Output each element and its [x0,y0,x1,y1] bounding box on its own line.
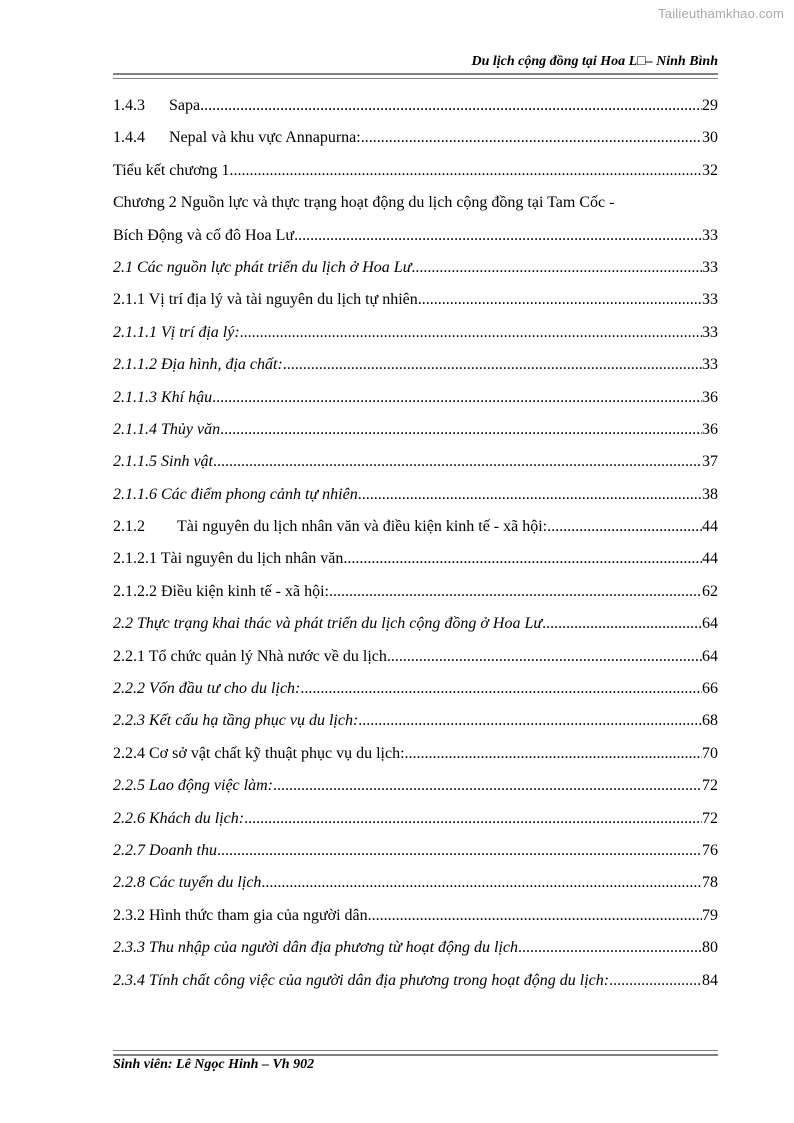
toc-entry-title: 2.1 Các nguồn lực phát triển du lịch ở Hoa Lư [113,258,412,276]
footer-divider [113,1050,718,1056]
toc-page-number: 78 [702,874,718,892]
toc-page-number: 79 [702,906,718,924]
toc-entry[interactable] [113,932,718,964]
toc-entry-title: 2.2.2 Vốn đầu tư cho du lịch: [113,680,301,698]
toc-entry[interactable] [113,543,718,575]
toc-entry[interactable] [113,220,718,252]
toc-entry-title: 2.2.3 Kết cấu hạ tầng phục vụ du lịch: [113,712,359,730]
toc-entry-text: Sapa [169,97,201,114]
toc-entry[interactable] [113,155,718,187]
toc-page-number: 33 [702,258,718,276]
toc-entry[interactable] [113,673,718,705]
toc-leader-dots [230,155,702,187]
toc-entry[interactable] [113,641,718,673]
toc-entry[interactable] [113,349,718,381]
toc-leader-dots [547,511,702,543]
toc-entry[interactable] [113,738,718,770]
toc-leader-dots [298,220,702,252]
toc-page-number: 30 [702,129,718,147]
toc-leader-dots [361,122,702,154]
toc-entry-title [113,511,547,543]
toc-leader-dots [240,317,702,349]
toc-page-number: 29 [702,97,718,114]
toc-entry[interactable] [113,284,718,316]
table-of-contents [113,90,718,997]
toc-page-number: 76 [702,841,718,859]
toc-entry[interactable] [113,90,718,122]
toc-entry-title: 2.1.2.2 Điều kiện kinh tế - xã hội: [113,582,329,600]
toc-entry[interactable] [113,511,718,543]
toc-leader-dots [387,641,702,673]
toc-page-number: 33 [702,226,718,244]
toc-page-number: 33 [702,356,718,374]
toc-leader-dots [358,479,702,511]
toc-leader-dots [343,543,702,575]
toc-entry-title: 2.2.6 Khách du lịch: [113,809,245,827]
toc-entry-title: 2.2.8 Các tuyến du lịch [113,874,262,892]
toc-entry-title: 2.1.1.5 Sinh vật [113,453,213,471]
toc-entry[interactable] [113,608,718,640]
toc-entry[interactable] [113,122,718,154]
toc-leader-dots [411,252,702,284]
toc-entry[interactable] [113,867,718,899]
toc-entry[interactable] [113,414,718,446]
toc-entry[interactable] [113,317,718,349]
toc-page-number: 64 [702,615,718,633]
toc-entry-title [113,90,200,122]
toc-entry-title: 2.3.4 Tính chất công việc của người dân địa phương trong hoạt động du lịch: [113,971,610,989]
toc-leader-dots [261,867,702,899]
toc-entry-title: 2.2.5 Lao động việc làm: [113,777,273,795]
toc-entry[interactable] [113,835,718,867]
toc-leader-dots [273,770,702,802]
toc-leader-dots [200,90,702,122]
toc-entry[interactable] [113,382,718,414]
toc-leader-dots [405,738,702,770]
toc-page-number: 38 [702,485,718,503]
toc-leader-dots [220,414,702,446]
toc-page-number: 66 [702,680,718,698]
toc-page-number: 36 [702,420,718,438]
toc-leader-dots [609,965,702,997]
toc-entry-title: 2.2 Thực trạng khai thác và phát triển du lịch cộng đồng ở Hoa Lư [113,615,543,633]
toc-entry[interactable] [113,252,718,284]
toc-entry[interactable] [113,576,718,608]
toc-entry-title: 2.3.3 Thu nhập của người dân địa phương từ hoạt động du lịch [113,939,519,957]
toc-entry-title: 2.3.2 Hình thức tham gia của người dân [113,906,368,924]
running-header: Du lịch cộng đồng tại Hoa L□– Ninh Bình [471,54,718,69]
toc-leader-dots [283,349,702,381]
toc-page-number: 84 [702,971,718,989]
header-divider [113,73,718,79]
toc-page-number: 44 [702,550,718,568]
toc-entry-title: 2.2.4 Cơ sở vật chất kỹ thuật phục vụ du lịch: [113,744,405,762]
toc-leader-dots [358,705,702,737]
toc-entry-text: Nepal và khu vực Annapurna: [169,129,361,147]
toc-entry-title: 2.1.1.4 Thủy văn [113,420,221,438]
toc-page-number: 44 [702,518,718,536]
toc-entry[interactable] [113,803,718,835]
toc-entry[interactable] [113,446,718,478]
toc-leader-dots [542,608,702,640]
toc-page-number: 32 [702,161,718,179]
toc-entry-title: 2.1.1.1 Vị trí địa lý: [113,323,240,341]
toc-page-number: 33 [702,323,718,341]
toc-entry[interactable] [113,479,718,511]
toc-page-number: 80 [702,939,718,957]
toc-leader-dots [368,900,702,932]
toc-entry-title: 2.2.7 Doanh thu [113,841,217,859]
toc-leader-dots [212,382,702,414]
toc-entry[interactable] [113,770,718,802]
toc-page-number: 37 [702,453,718,471]
toc-leader-dots [329,576,702,608]
toc-leader-dots [244,803,702,835]
watermark: Tailieuthamkhao.com [658,6,784,21]
toc-entry-text: Tài nguyên du lịch nhân văn và điều kiện kinh tế - xã hội: [177,518,548,536]
toc-entry-title: Tiểu kết chương 1 [113,161,230,179]
toc-leader-dots [217,835,702,867]
toc-page-number: 72 [702,809,718,827]
toc-entry-number: 1.4.4 [113,129,145,147]
toc-leader-dots [213,446,702,478]
toc-entry[interactable] [113,965,718,997]
toc-page-number: 72 [702,777,718,795]
toc-entry-title [113,122,361,154]
toc-page-number: 70 [702,744,718,762]
toc-entry-number: 1.4.3 [113,97,145,114]
toc-entry-title: 2.1.1.3 Khí hậu [113,388,213,406]
running-footer: Sinh viên: Lê Ngọc Hinh – Vh 902 [113,1057,315,1072]
toc-entry[interactable] [113,705,718,737]
toc-entry-number: 2.1.2 [113,518,145,536]
toc-entry-title: 2.1.1.2 Địa hình, địa chất: [113,356,283,374]
toc-entry-title: 2.2.1 Tổ chức quản lý Nhà nước về du lịch [113,647,387,665]
toc-leader-dots [300,673,702,705]
toc-entry-title: Bích Động và cố đô Hoa Lư. [113,226,299,244]
toc-leader-dots [518,932,702,964]
toc-page-number: 33 [702,291,718,309]
toc-page-number: 36 [702,388,718,406]
toc-entry-title: 2.1.2.1 Tài nguyên du lịch nhân văn [113,550,344,568]
toc-entry: Chương 2 Nguồn lực và thực trạng hoạt động du lịch cộng đồng tại Tam Cốc - [113,194,615,212]
toc-leader-dots [422,284,702,316]
toc-page-number: 64 [702,647,718,665]
toc-entry[interactable] [113,900,718,932]
toc-page-number: 62 [702,582,718,600]
toc-entry-title: 2.1.1 Vị trí địa lý và tài nguyên du lịch tự nhiên. [113,291,422,309]
toc-entry-title: 2.1.1.6 Các điểm phong cảnh tự nhiên [113,485,358,503]
toc-page-number: 68 [702,712,718,730]
